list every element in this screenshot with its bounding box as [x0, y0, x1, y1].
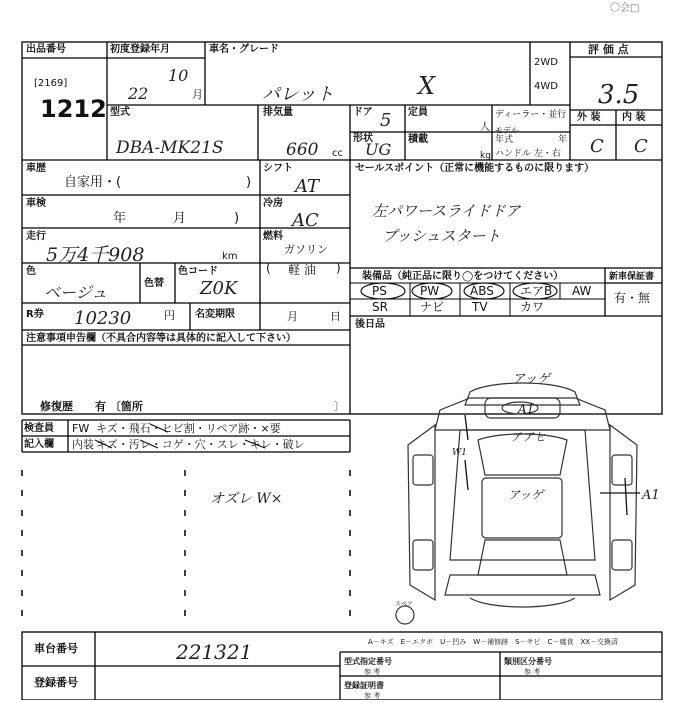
sales-points-label: セールスポイント（正常に機能するものに限ります）: [355, 163, 595, 174]
displacement-value: 660: [286, 140, 319, 160]
first-reg-month-unit: 月: [192, 88, 203, 101]
displacement-unit: cc: [332, 148, 343, 159]
chassis-label: 車台番号: [34, 642, 78, 655]
dealer-label: ディーラー・並行: [495, 110, 567, 120]
equip-airbag: エアB: [520, 284, 553, 298]
name-change-label: 名変期限: [195, 309, 235, 320]
legend: A－キズ E－エクボ U－凹み W－補修跡 S－サビ C－腐食 XX－交換済: [368, 638, 619, 646]
model-year-label1: モデル: [495, 126, 519, 135]
equip-abs: ABS: [470, 284, 494, 298]
drive-4wd: 4WD: [534, 81, 558, 92]
post-day-label: 後日品: [355, 319, 385, 330]
year-unit: 年: [558, 135, 568, 145]
inspector-label-2: 記入欄: [24, 439, 54, 450]
model-label: 型式: [110, 107, 130, 118]
name-change-day-unit: 日: [330, 310, 341, 323]
inspector-interior: 内装: [72, 438, 94, 451]
model-year-label2: 年式: [495, 135, 514, 145]
ac-value: AC: [292, 210, 319, 231]
model-value: DBA-MK21S: [116, 138, 224, 158]
sales-point-2: プッシュスタート: [382, 227, 501, 245]
recycle-unit: 円: [164, 309, 175, 322]
shift-value: AT: [295, 176, 320, 197]
equip-tv: TV: [472, 300, 488, 314]
note-a1-top: A1: [518, 402, 535, 416]
first-reg-label: 初度登録年月: [110, 44, 170, 55]
fuel-label: 燃料: [263, 231, 283, 242]
warranty-label: 新車保証書: [609, 272, 655, 282]
score-interior-label: 内 装: [622, 112, 646, 123]
lot-number: 1212: [40, 95, 107, 123]
ac-label: 冷房: [263, 198, 283, 209]
inspector-fw: FW: [72, 422, 90, 435]
inspection-month-unit: 月: [173, 211, 187, 226]
mileage-value: 5万4千908: [46, 244, 145, 266]
lot-label: 出品番号: [26, 44, 66, 55]
corner-mark: 〇会□: [610, 3, 640, 14]
score-value: 3.5: [598, 80, 640, 110]
door-value: 5: [380, 110, 392, 131]
color-value: ベージュ: [44, 283, 108, 302]
note-a1-right: A1: [642, 488, 660, 503]
load-unit: kg: [480, 151, 491, 161]
inspector-label-1: 検査員: [24, 423, 54, 434]
shift-label: シフト: [263, 163, 293, 174]
history-close: ): [246, 175, 252, 190]
equipment-label: 装備品（純正品に限り◯をつけてください）: [362, 271, 564, 282]
repair-close: 〕: [334, 400, 345, 413]
class-spec-ref: 参 考: [524, 668, 541, 676]
reg-cert-label: 登録証明書: [344, 681, 384, 690]
fuel-bracket-open: (: [266, 261, 271, 275]
type-spec-label: 型式指定番号: [344, 657, 392, 666]
type-spec-ref: 参 考: [364, 668, 381, 676]
inspection-close: ): [234, 211, 240, 226]
recycle-label: R券: [26, 309, 44, 320]
lot-code: [2169]: [34, 78, 68, 89]
equip-leather: カワ: [520, 300, 545, 314]
reg-cert-ref: 参 考: [364, 692, 381, 700]
drive-2wd: 2WD: [534, 57, 558, 68]
history-label: 車歴: [26, 163, 46, 174]
equip-navi: ナビ: [420, 300, 445, 314]
name-change-month-unit: 月: [287, 310, 298, 323]
inspector-row1: キズ・飛石・ヒビ割・リペア跡・×要: [96, 422, 281, 435]
car-name: パレット: [262, 84, 334, 105]
first-reg-month: 10: [168, 66, 189, 85]
note-ahe: アアヒ: [510, 430, 547, 444]
note-rear: アッゲ: [508, 488, 544, 502]
registration-label: 登録番号: [34, 676, 78, 689]
equip-ps: PS: [372, 284, 387, 298]
history-value: 自家用・(: [64, 175, 122, 190]
inspection-label: 車検: [26, 198, 46, 209]
capacity-label: 定員: [408, 107, 428, 118]
score-exterior-label: 外 装: [577, 112, 601, 123]
fuel-diesel: 軽 油: [288, 263, 316, 277]
equip-pw: PW: [420, 284, 440, 298]
note-front: アッゲ: [512, 372, 551, 387]
capacity-unit: 人: [480, 122, 490, 133]
recycle-value: 10230: [74, 308, 132, 329]
color-label: 色: [26, 266, 36, 277]
body-shape-value: UG: [365, 140, 392, 159]
inspection-year-unit: 年: [113, 211, 127, 226]
note-w1: W1: [452, 448, 467, 458]
score-exterior: C: [590, 136, 604, 157]
name-grade-label: 車名・グレード: [209, 44, 279, 55]
score-interior: C: [634, 136, 648, 157]
color-code-label: 色コード: [178, 266, 218, 277]
handle-label: ハンドル 左・右: [495, 149, 561, 159]
door-label: ドア: [353, 107, 373, 118]
car-grade: X: [418, 72, 436, 100]
chassis-value: 221321: [176, 640, 253, 664]
color-change-label: 色替: [144, 278, 164, 289]
fuel-gasoline: ガソリン: [284, 243, 328, 256]
equip-sr: SR: [372, 300, 388, 314]
class-spec-label: 類別区分番号: [504, 657, 552, 666]
first-reg-year: 22: [128, 84, 149, 103]
color-code: Z0K: [200, 278, 238, 299]
notes-label: 注意事項申告欄（不具合内容等は具体的に記入して下さい）: [26, 333, 296, 344]
load-label: 積載: [408, 134, 428, 145]
inspector-handwritten: オズレ W×: [210, 491, 283, 507]
car-diagram: [396, 383, 637, 624]
spare-label: スペア: [395, 601, 414, 608]
equip-aw: AW: [572, 284, 592, 298]
sales-point-1: 左パワースライドドア: [372, 202, 521, 220]
fuel-bracket-close: ): [336, 261, 341, 275]
displacement-label: 排気量: [263, 107, 293, 118]
mileage-label: 走行: [26, 231, 46, 242]
mileage-unit: km: [222, 251, 238, 262]
warranty-value: 有・無: [614, 291, 651, 305]
body-shape-label: 形状: [353, 133, 373, 144]
score-label: 評 価 点: [588, 43, 629, 56]
repair-history: 修復歴 有 〔箇所: [40, 400, 143, 413]
inspector-row2: キズ・汚レ・コゲ・穴・スレ・キレ・破レ: [96, 438, 305, 451]
